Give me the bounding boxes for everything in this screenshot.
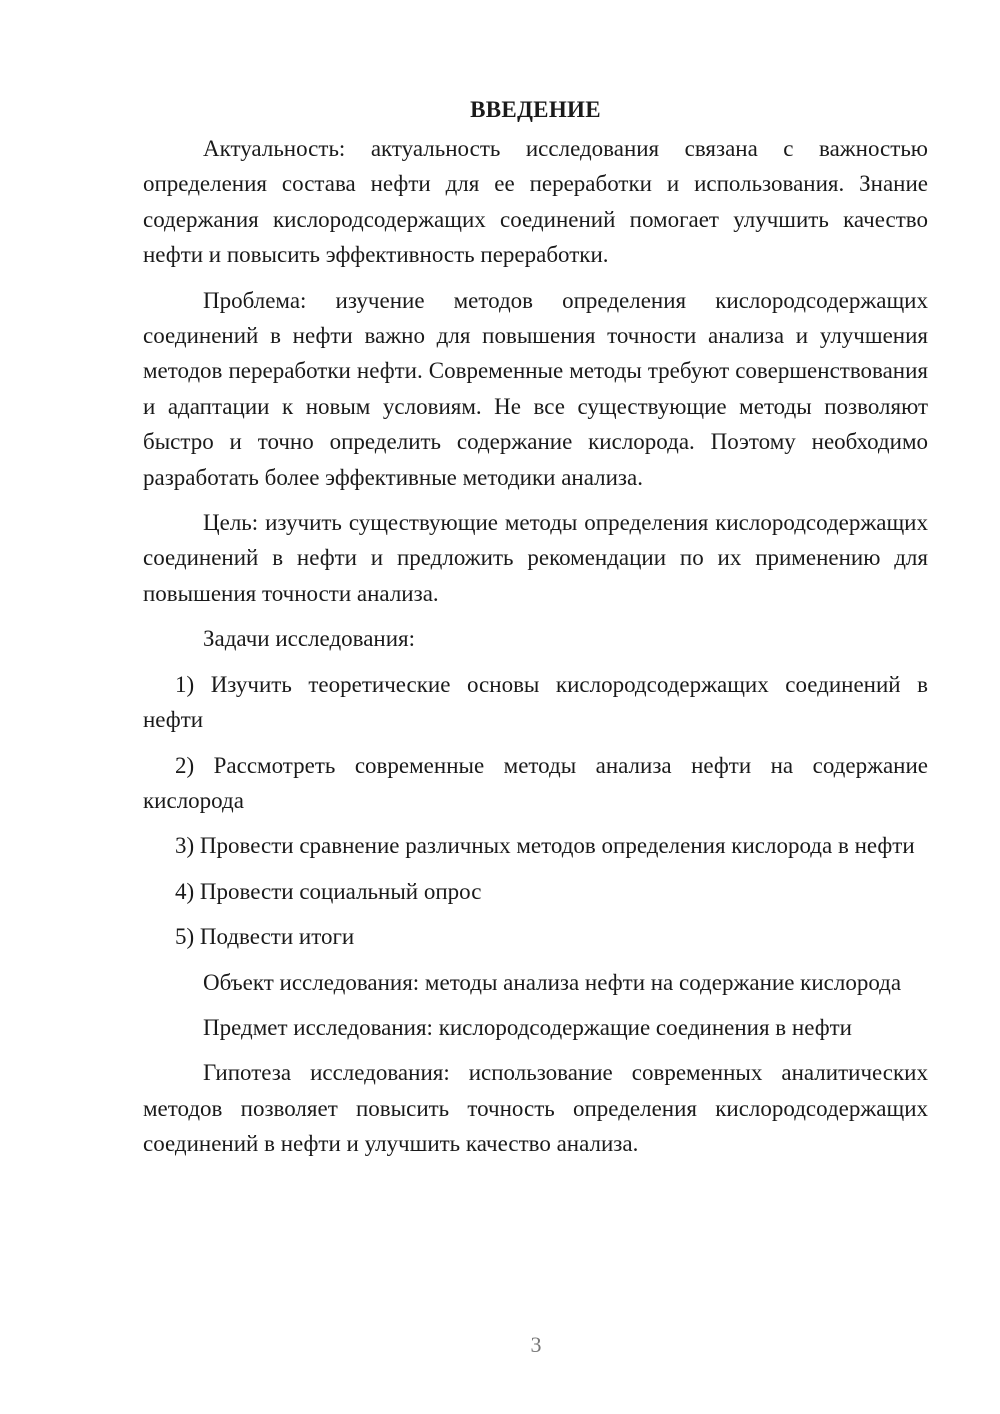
task-item: 1) Изучить теоретические основы кислородсодержащих соединений в нефти: [143, 671, 928, 733]
document-page: [143, 92, 928, 1172]
page-number: 3: [530, 1332, 542, 1357]
subject-paragraph: Предмет исследования: кислородсодержащие соединения в нефти: [203, 1014, 852, 1040]
goal-paragraph: Цель: изучить существующие методы определения кислородсодержащих соединений в нефти и предложить рекомендации по их применению для повышения точности анализа.: [143, 510, 928, 606]
task-item: 5) Подвести итоги: [175, 924, 355, 950]
object-paragraph: Объект исследования: методы анализа нефти на содержание кислорода: [203, 969, 902, 995]
task-item: 2) Рассмотреть современные методы анализа нефти на содержание кислорода: [143, 752, 928, 813]
relevance-paragraph: Актуальность: актуальность исследования связана с важностью определения состава нефти для ее переработки и использования. Знание содержания кислородсодержащих соединений помогает улучшить качество нефти и повысить эффективность переработки.: [143, 136, 928, 268]
task-item: 3) Провести сравнение различных методов определения кислорода в нефти: [175, 833, 915, 859]
problem-paragraph: Проблема: изучение методов определения кислородсодержащих соединений в нефти важно для повышения точности анализа и улучшения методов переработки нефти. Современные методы требуют совершенствования и адаптации к новым условиям. Не все существующие методы позволяют быстро и точно определить содержание кислорода. Поэтому необходимо разработать более эффективные методики анализа.: [143, 287, 928, 490]
task-item: 4) Провести социальный опрос: [175, 878, 482, 904]
page-title: ВВЕДЕНИЕ: [470, 97, 601, 122]
hypothesis-paragraph: Гипотеза исследования: использование современных аналитических методов позволяет повысить точность определения кислородсодержащих соединений в нефти и улучшить качество анализа.: [143, 1060, 928, 1157]
tasks-heading: Задачи исследования:: [203, 626, 416, 652]
